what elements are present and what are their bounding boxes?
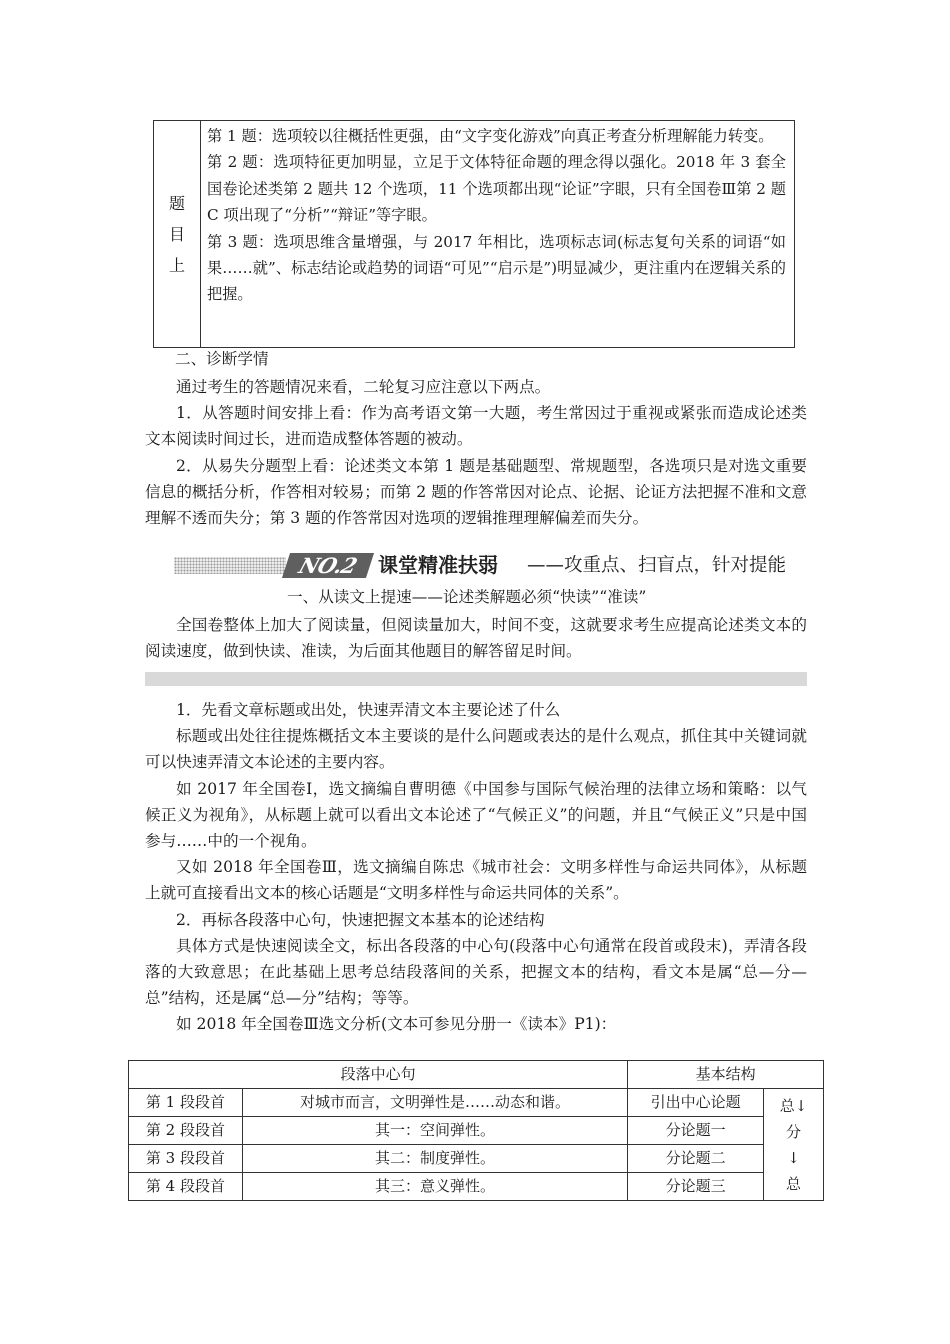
method-heading: 2．再标各段落中心句，快速把握文本基本的论述结构: [176, 910, 545, 929]
banner-subtitle: ——攻重点、扫盲点，针对提能: [527, 555, 787, 576]
banner-title: 课堂精准扶弱: [378, 553, 498, 577]
paragraph: 全国卷整体上加大了阅读量，但阅读量加大，时间不变，这就要求考生应提高论述类文本的阅读速度，做到快读、准读，为后面其他题目的解答留足时间。: [145, 616, 807, 661]
paragraph: 2．从易失分题型上看：论述类文本第 1 题是基础题型、常规题型，各选项只是对选文重要信息的概括分析，作答相对较易；而第 2 题的作答常因对论点、论据、论证方法把握不准和文意理解不透而失分；第 3 题的作答常因对选项的逻辑推理理解偏差而失分。: [145, 456, 807, 528]
question-1-note: 第 1 题：选项较以往概括性更强，由“文字变化游戏”向真正考查分析理解能力转变。: [207, 127, 774, 145]
paragraph-position: 第 4 段段首: [129, 1173, 243, 1201]
structure-role: 引出中心论题: [628, 1089, 764, 1117]
paragraph-position: 第 3 段段首: [129, 1145, 243, 1173]
paragraph: 如 2018 年全国卷Ⅲ选文分析(文本可参见分册一《读本》P1)：: [176, 1015, 617, 1034]
paragraph: 又如 2018 年全国卷Ⅲ，选文摘编自陈忠《城市社会：文明多样性与命运共同体》，从标题上就可直接看出文本的核心话题是“文明多样性与命运共同体的关系”。: [145, 858, 807, 903]
header-cell: 段落中心句: [129, 1061, 628, 1089]
paragraph: 具体方式是快速阅读全文，标出各段落的中心句(段落中心句通常在段首或段末)，弄清各段落的大致意思；在此基础上思考总结段落间的关系，把握文本的结构，看文本是属“总—分—总”结构，还是属“总—分”结构；等等。: [145, 936, 807, 1008]
structure-role: 分论题二: [628, 1145, 764, 1173]
structure-table: [128, 1060, 824, 1201]
paragraph: 通过考生的答题情况来看，二轮复习应注意以下两点。: [176, 378, 551, 396]
header-cell: 基本结构: [628, 1061, 824, 1089]
section-heading: 二、诊断学情: [175, 350, 269, 368]
divider-bar: [145, 672, 807, 686]
table-row: [129, 1173, 824, 1201]
side-char: 目: [168, 224, 185, 244]
table-row: [129, 1117, 824, 1145]
flow-middle: 分: [786, 1122, 802, 1141]
method-block: [145, 697, 807, 1038]
method-heading: 1．先看文章标题或出处，快速弄清文本主要论述了什么: [176, 701, 561, 719]
flow-top: 总↓: [779, 1096, 808, 1115]
central-sentence: 其一：空间弹性。: [242, 1117, 627, 1145]
paragraph: 标题或出处往往提炼概括文本主要谈的是什么问题或表达的是什么观点，抓住其中关键词就可以快速弄清文本论述的主要内容。: [145, 727, 807, 772]
table-side-label: [154, 121, 201, 347]
table-row: [129, 1089, 824, 1117]
part-heading: 一、从读文上提速——论述类解题必须“快读”“准读”: [287, 588, 647, 606]
part-intro: [145, 612, 807, 664]
structure-role: 分论题一: [628, 1117, 764, 1145]
paragraph: 如 2017 年全国卷Ⅰ，选文摘编自曹明德《中国参与国际气候治理的法律立场和策略：以气候正义为视角》，从标题上就可以看出文本论述了“气候正义”的问题，并且“气候正义”只是中国参与……中的一个视角。: [145, 779, 807, 851]
table-content: [201, 121, 794, 347]
question-3-note: 第 3 题：选项思维含量增强，与 2017 年相比，选项标志词(标志复句关系的词语“如果……就”、标志结论或趋势的词语“可见”“启示是”)明显减少，更注重内在逻辑关系的把握。: [207, 232, 786, 304]
central-sentence: 其二：制度弹性。: [242, 1145, 627, 1173]
section-banner: [174, 550, 786, 582]
central-sentence: 其三：意义弹性。: [242, 1173, 627, 1201]
question-analysis-table: [153, 120, 795, 348]
central-sentence: 对城市而言，文明弹性是……动态和谐。: [242, 1089, 627, 1117]
question-2-note: 第 2 题：选项特征更加明显，立足于文体特征命题的理念得以强化。2018 年 3 套全国卷论述类第 2 题共 12 个选项，11 个选项都出现“论证”字眼，只有全国卷Ⅲ第 2 题 C 项出现了“分析”“辩证”等字眼。: [207, 153, 786, 225]
table-row: [129, 1145, 824, 1173]
paragraph: 1．从答题时间安排上看：作为高考语文第一大题，考生常因过于重视或紧张而造成论述类文本阅读时间过长，进而造成整体答题的被动。: [145, 404, 807, 449]
paragraph-position: 第 1 段段首: [129, 1089, 243, 1117]
structure-flow: [764, 1089, 824, 1201]
side-char: 题: [168, 193, 185, 213]
side-char: 上: [168, 255, 185, 275]
dotted-decoration: [174, 557, 286, 574]
structure-role: 分论题三: [628, 1173, 764, 1201]
table-header-row: [129, 1061, 824, 1089]
arrow-down-icon: ↓: [794, 1096, 808, 1115]
no2-badge: NO.2: [282, 553, 374, 578]
paragraph-position: 第 2 段段首: [129, 1117, 243, 1145]
diagnosis-block: [145, 374, 807, 531]
arrow-down-icon: ↓: [787, 1148, 800, 1167]
flow-bottom: 总: [786, 1174, 802, 1193]
